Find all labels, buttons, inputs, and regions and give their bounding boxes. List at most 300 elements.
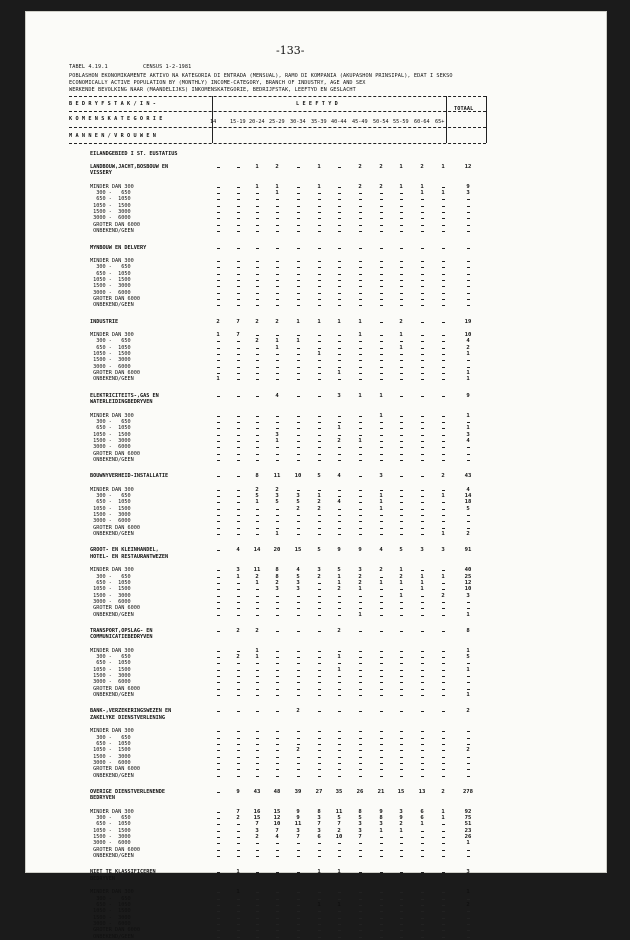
value-cell: 1: [399, 344, 403, 351]
empty-cell: [380, 193, 383, 194]
empty-cell: [237, 447, 240, 448]
income-row-label: GROTER DAN 6000: [90, 524, 140, 531]
value-cell: 1: [255, 499, 259, 506]
empty-cell: [421, 757, 424, 758]
empty-cell: [297, 206, 300, 207]
empty-cell: [237, 490, 240, 491]
value-cell: 1: [337, 370, 341, 377]
empty-cell: [217, 218, 220, 219]
empty-cell: [380, 750, 383, 751]
page-number: -133-: [276, 44, 305, 57]
empty-cell: [467, 267, 470, 268]
empty-cell: [318, 305, 321, 306]
value-cell: 11: [253, 567, 261, 574]
income-row-label: 1050 - 1500: [90, 276, 131, 283]
empty-cell: [380, 428, 383, 429]
empty-cell: [467, 515, 470, 516]
value-cell: 1: [255, 183, 259, 190]
empty-cell: [400, 763, 403, 764]
empty-cell: [217, 274, 220, 275]
empty-cell: [421, 695, 424, 696]
empty-cell: [380, 248, 383, 249]
empty-cell: [297, 608, 300, 609]
empty-cell: [217, 615, 220, 616]
empty-cell: [338, 187, 341, 188]
empty-cell: [400, 422, 403, 423]
empty-cell: [442, 651, 445, 652]
empty-cell: [359, 850, 362, 851]
empty-cell: [380, 274, 383, 275]
value-cell: 2: [317, 573, 321, 580]
empty-cell: [467, 763, 470, 764]
empty-cell: [276, 596, 279, 597]
value-cell: 6: [420, 808, 424, 815]
empty-cell: [359, 521, 362, 522]
empty-cell: [442, 515, 445, 516]
empty-cell: [400, 341, 403, 342]
income-row-label: 3000 - 6000: [90, 679, 131, 686]
empty-cell: [380, 602, 383, 603]
empty-cell: [380, 460, 383, 461]
empty-cell: [217, 577, 220, 578]
empty-cell: [297, 924, 300, 925]
value-cell: 1: [466, 692, 470, 699]
empty-cell: [276, 267, 279, 268]
value-cell: 1: [441, 573, 445, 580]
empty-cell: [297, 218, 300, 219]
empty-cell: [256, 899, 259, 900]
empty-cell: [237, 521, 240, 522]
income-row-label: MINDER DAN 300: [90, 412, 134, 419]
empty-cell: [400, 305, 403, 306]
empty-cell: [276, 305, 279, 306]
value-cell: 3: [441, 547, 445, 554]
empty-cell: [256, 711, 259, 712]
value-cell: 4: [236, 547, 240, 554]
value-cell: 1: [358, 611, 362, 618]
value-cell: 1: [466, 611, 470, 618]
empty-cell: [297, 651, 300, 652]
empty-cell: [359, 206, 362, 207]
empty-cell: [421, 676, 424, 677]
empty-cell: [380, 360, 383, 361]
empty-cell: [237, 856, 240, 857]
empty-cell: [237, 763, 240, 764]
empty-cell: [421, 373, 424, 374]
empty-cell: [442, 850, 445, 851]
empty-cell: [421, 930, 424, 931]
empty-cell: [421, 670, 424, 671]
empty-cell: [237, 843, 240, 844]
empty-cell: [217, 360, 220, 361]
empty-cell: [256, 689, 259, 690]
value-cell: 2: [399, 318, 403, 325]
empty-cell: [237, 225, 240, 226]
empty-cell: [467, 225, 470, 226]
empty-cell: [256, 206, 259, 207]
empty-cell: [318, 918, 321, 919]
empty-cell: [442, 305, 445, 306]
empty-cell: [276, 274, 279, 275]
empty-cell: [421, 608, 424, 609]
value-cell: 1: [399, 183, 403, 190]
empty-cell: [359, 757, 362, 758]
empty-cell: [442, 460, 445, 461]
value-cell: 9: [236, 788, 240, 795]
income-row-label: 3000 - 6000: [90, 363, 131, 370]
income-row-label: MINDER DAN 300: [90, 808, 134, 815]
empty-cell: [442, 570, 445, 571]
empty-cell: [421, 261, 424, 262]
empty-cell: [217, 396, 220, 397]
value-cell: 15: [273, 808, 281, 815]
empty-cell: [338, 676, 341, 677]
empty-cell: [276, 515, 279, 516]
empty-cell: [276, 750, 279, 751]
empty-cell: [338, 416, 341, 417]
value-cell: 1: [275, 190, 279, 197]
value-cell: 3: [358, 821, 362, 828]
empty-cell: [442, 206, 445, 207]
empty-cell: [400, 937, 403, 938]
value-cell: 1: [317, 493, 321, 499]
empty-cell: [276, 615, 279, 616]
age-group-header: 20-24: [249, 119, 265, 125]
empty-cell: [276, 360, 279, 361]
empty-cell: [400, 509, 403, 510]
empty-cell: [338, 293, 341, 294]
empty-cell: [400, 899, 403, 900]
empty-cell: [256, 248, 259, 249]
empty-cell: [442, 280, 445, 281]
empty-cell: [276, 670, 279, 671]
empty-cell: [400, 856, 403, 857]
empty-cell: [237, 731, 240, 732]
empty-cell: [380, 367, 383, 368]
empty-cell: [297, 187, 300, 188]
empty-cell: [380, 218, 383, 219]
empty-cell: [380, 872, 383, 873]
value-cell: 1: [358, 332, 362, 338]
empty-cell: [237, 373, 240, 374]
empty-cell: [318, 193, 321, 194]
value-cell: 3: [466, 431, 470, 438]
empty-cell: [318, 206, 321, 207]
income-row-label: GROTER DAN 6000: [90, 370, 140, 377]
empty-cell: [380, 354, 383, 355]
section-label: GROOT- EN KLEINHANDEL, HOTEL- EN RESTAURANTWEZEN: [90, 547, 169, 560]
empty-cell: [442, 231, 445, 232]
empty-cell: [442, 589, 445, 590]
empty-cell: [256, 286, 259, 287]
value-cell: 2: [255, 573, 259, 580]
empty-cell: [276, 460, 279, 461]
value-cell: 1: [275, 531, 279, 538]
empty-cell: [276, 218, 279, 219]
empty-cell: [442, 502, 445, 503]
empty-cell: [276, 602, 279, 603]
value-cell: 1: [236, 889, 240, 896]
empty-cell: [359, 460, 362, 461]
empty-cell: [217, 167, 220, 168]
empty-cell: [442, 490, 445, 491]
empty-cell: [400, 212, 403, 213]
empty-cell: [400, 608, 403, 609]
empty-cell: [359, 763, 362, 764]
empty-cell: [217, 837, 220, 838]
empty-cell: [256, 608, 259, 609]
empty-cell: [442, 872, 445, 873]
empty-cell: [237, 615, 240, 616]
empty-cell: [380, 261, 383, 262]
empty-cell: [276, 843, 279, 844]
empty-cell: [217, 670, 220, 671]
empty-cell: [318, 441, 321, 442]
value-cell: 9: [337, 547, 341, 554]
empty-cell: [217, 843, 220, 844]
empty-cell: [338, 930, 341, 931]
empty-cell: [400, 892, 403, 893]
empty-cell: [380, 322, 383, 323]
empty-cell: [421, 738, 424, 739]
empty-cell: [217, 490, 220, 491]
empty-cell: [297, 193, 300, 194]
empty-cell: [237, 341, 240, 342]
empty-cell: [217, 589, 220, 590]
empty-cell: [380, 769, 383, 770]
empty-cell: [217, 930, 220, 931]
empty-cell: [467, 528, 470, 529]
empty-cell: [467, 850, 470, 851]
income-row-label: 650 - 1050: [90, 579, 131, 586]
empty-cell: [217, 248, 220, 249]
value-cell: 8: [275, 573, 279, 580]
empty-cell: [380, 905, 383, 906]
empty-cell: [421, 218, 424, 219]
empty-cell: [359, 496, 362, 497]
value-cell: 3: [255, 827, 259, 834]
empty-cell: [442, 676, 445, 677]
empty-cell: [442, 757, 445, 758]
empty-cell: [217, 918, 220, 919]
empty-cell: [338, 750, 341, 751]
empty-cell: [380, 206, 383, 207]
value-cell: 1: [296, 338, 300, 345]
empty-cell: [400, 360, 403, 361]
income-row-label: GROTER DAN 6000: [90, 846, 140, 853]
empty-cell: [442, 657, 445, 658]
empty-cell: [467, 206, 470, 207]
age-group-header: 15-19: [230, 119, 246, 125]
empty-cell: [217, 341, 220, 342]
empty-cell: [237, 280, 240, 281]
empty-cell: [237, 193, 240, 194]
age-header: L E E F T Y D: [296, 101, 338, 107]
empty-cell: [421, 657, 424, 658]
empty-cell: [400, 460, 403, 461]
empty-cell: [380, 899, 383, 900]
empty-cell: [297, 261, 300, 262]
empty-cell: [359, 248, 362, 249]
header-rule-lower: [69, 127, 486, 128]
empty-cell: [359, 631, 362, 632]
empty-cell: [256, 670, 259, 671]
empty-cell: [297, 348, 300, 349]
empty-cell: [297, 937, 300, 938]
header-divider-total: [446, 96, 447, 143]
empty-cell: [421, 496, 424, 497]
empty-cell: [442, 731, 445, 732]
empty-cell: [237, 744, 240, 745]
empty-cell: [380, 286, 383, 287]
empty-cell: [256, 769, 259, 770]
empty-cell: [318, 360, 321, 361]
empty-cell: [380, 341, 383, 342]
empty-cell: [442, 509, 445, 510]
empty-cell: [318, 843, 321, 844]
empty-cell: [421, 502, 424, 503]
income-row-label: MINDER DAN 300: [90, 889, 134, 896]
empty-cell: [421, 341, 424, 342]
empty-cell: [217, 231, 220, 232]
empty-cell: [338, 212, 341, 213]
empty-cell: [256, 663, 259, 664]
empty-cell: [338, 695, 341, 696]
empty-cell: [380, 843, 383, 844]
empty-cell: [380, 892, 383, 893]
empty-cell: [442, 824, 445, 825]
empty-cell: [237, 206, 240, 207]
empty-cell: [338, 682, 341, 683]
empty-cell: [217, 769, 220, 770]
empty-cell: [256, 360, 259, 361]
value-cell: 2: [296, 747, 300, 754]
empty-cell: [237, 299, 240, 300]
empty-cell: [421, 831, 424, 832]
empty-cell: [256, 293, 259, 294]
empty-cell: [338, 651, 341, 652]
empty-cell: [442, 521, 445, 522]
empty-cell: [400, 396, 403, 397]
empty-cell: [400, 293, 403, 294]
empty-cell: [400, 274, 403, 275]
empty-cell: [217, 225, 220, 226]
income-row-label: 650 - 1050: [90, 344, 131, 351]
empty-cell: [338, 248, 341, 249]
empty-cell: [400, 744, 403, 745]
empty-cell: [421, 212, 424, 213]
empty-cell: [359, 657, 362, 658]
empty-cell: [318, 293, 321, 294]
empty-cell: [318, 615, 321, 616]
empty-cell: [256, 905, 259, 906]
income-row-label: 300 - 650: [90, 190, 131, 197]
age-group-header: 50-54: [373, 119, 389, 125]
value-cell: 2: [236, 815, 240, 821]
empty-cell: [256, 589, 259, 590]
income-header: K O M E N S K A T E G O R I E: [69, 116, 163, 122]
empty-cell: [400, 280, 403, 281]
value-cell: 20: [273, 547, 281, 554]
value-cell: 7: [236, 318, 240, 325]
empty-cell: [380, 615, 383, 616]
empty-cell: [318, 447, 321, 448]
empty-cell: [237, 187, 240, 188]
empty-cell: [467, 744, 470, 745]
empty-cell: [442, 670, 445, 671]
empty-cell: [338, 663, 341, 664]
empty-cell: [256, 596, 259, 597]
income-row-label: 1500 - 3000: [90, 283, 131, 290]
empty-cell: [297, 905, 300, 906]
value-cell: 5: [296, 499, 300, 506]
empty-cell: [442, 435, 445, 436]
empty-cell: [256, 924, 259, 925]
empty-cell: [217, 416, 220, 417]
empty-cell: [421, 225, 424, 226]
empty-cell: [276, 286, 279, 287]
empty-cell: [276, 521, 279, 522]
value-cell: 1: [466, 647, 470, 654]
value-cell: 1: [317, 901, 321, 908]
empty-cell: [442, 261, 445, 262]
empty-cell: [338, 267, 341, 268]
income-row-label: GROTER DAN 6000: [90, 766, 140, 773]
value-cell: 9: [466, 392, 470, 399]
value-cell: 11: [335, 808, 343, 815]
empty-cell: [467, 911, 470, 912]
empty-cell: [256, 422, 259, 423]
value-cell: 3: [420, 547, 424, 554]
empty-cell: [297, 657, 300, 658]
empty-cell: [237, 608, 240, 609]
value-cell: 3: [466, 592, 470, 599]
age-group-header: 25-29: [269, 119, 285, 125]
income-row-label: 650 - 1050: [90, 270, 131, 277]
empty-cell: [217, 695, 220, 696]
empty-cell: [400, 695, 403, 696]
empty-cell: [400, 731, 403, 732]
empty-cell: [359, 695, 362, 696]
empty-cell: [276, 676, 279, 677]
empty-cell: [217, 476, 220, 477]
empty-cell: [380, 521, 383, 522]
empty-cell: [400, 905, 403, 906]
value-cell: 1: [358, 437, 362, 444]
empty-cell: [297, 695, 300, 696]
empty-cell: [421, 682, 424, 683]
empty-cell: [467, 293, 470, 294]
empty-cell: [338, 899, 341, 900]
empty-cell: [380, 631, 383, 632]
section-label: NIET TE KLASSIFICEREN BEDRYVEN: [90, 869, 156, 882]
value-cell: 4: [296, 567, 300, 574]
value-cell: 3: [296, 586, 300, 593]
empty-cell: [338, 286, 341, 287]
empty-cell: [217, 850, 220, 851]
empty-cell: [442, 248, 445, 249]
empty-cell: [400, 521, 403, 522]
value-cell: 1: [317, 183, 321, 190]
empty-cell: [276, 212, 279, 213]
empty-cell: [297, 379, 300, 380]
empty-cell: [217, 447, 220, 448]
empty-cell: [442, 360, 445, 361]
empty-cell: [359, 528, 362, 529]
empty-cell: [256, 776, 259, 777]
income-row-label: ONBEKEND/GEEN: [90, 853, 134, 860]
empty-cell: [276, 280, 279, 281]
